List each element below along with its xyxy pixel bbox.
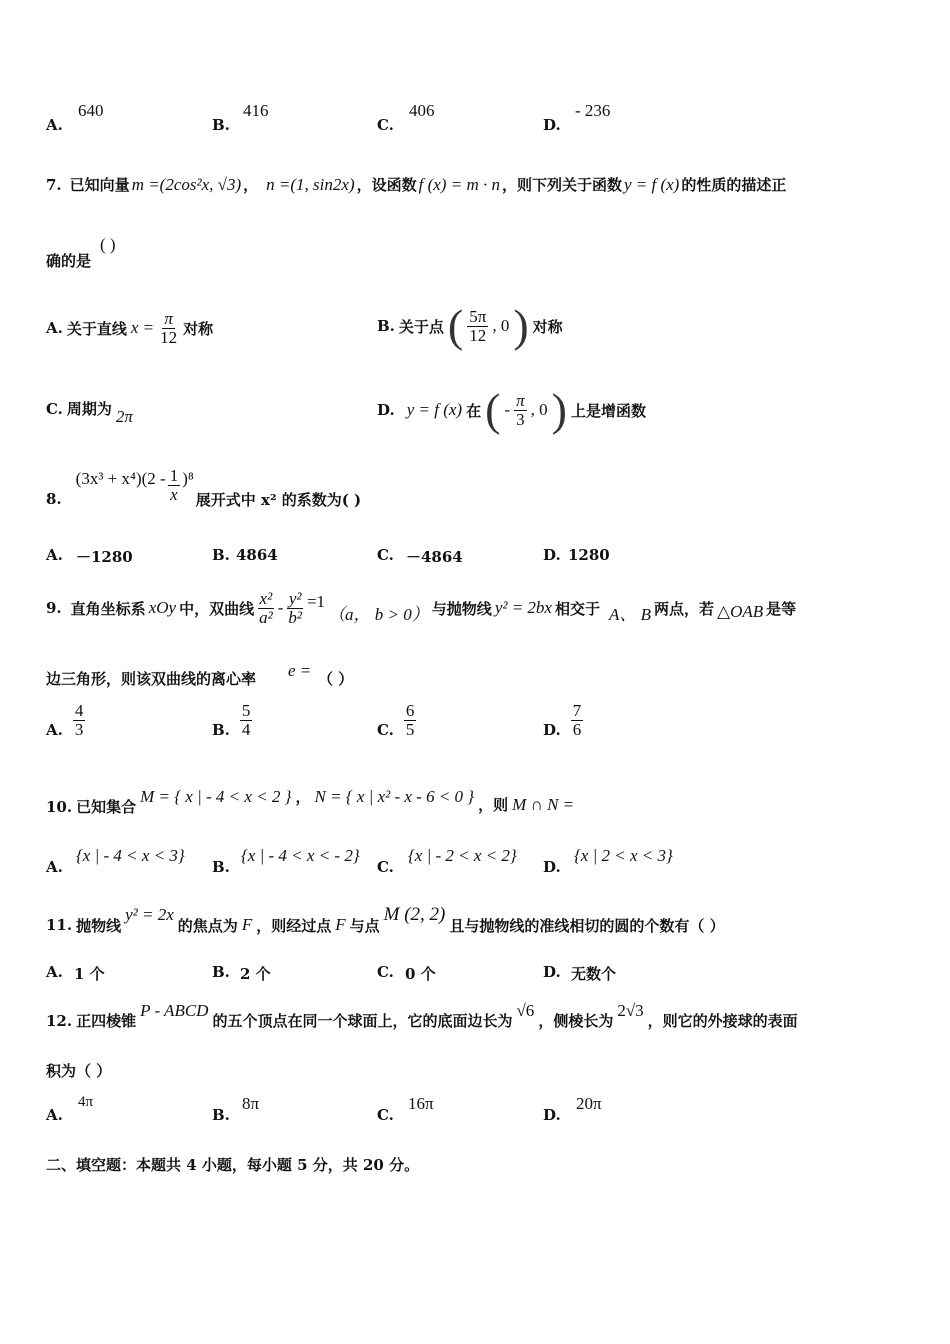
q9-points: A、 B (609, 604, 652, 624)
q6-option-c-value: 406 (409, 101, 435, 120)
q7-option-b-tail: 对称 (532, 317, 563, 336)
q9-option-d (543, 702, 583, 739)
q7-text-4: 的性质的描述正 (681, 176, 787, 194)
q7-text-2: ，设函数 (356, 176, 417, 194)
q11-option-d-label: D. (543, 963, 561, 981)
q7-number: 7. (46, 175, 62, 194)
q9-option-b-label: B. (212, 721, 230, 740)
q6-option-b-label: B. (212, 116, 230, 134)
q9-text-2: 中，双曲线 (179, 599, 255, 618)
q9-option-c-num: 6 (405, 701, 415, 720)
q7-option-d-rparen: ) (551, 384, 567, 435)
q10-option-c-value: {x | - 2 < x < 2} (408, 846, 517, 865)
q12-text-2: 的五个顶点在同一个球面上，它的底面边长为 (212, 1012, 513, 1030)
q9-frac-x (257, 590, 275, 627)
q8-option-d-value: 1280 (568, 546, 610, 564)
q7-y-def: y = f (x) (623, 174, 680, 194)
q8-option-a-value: －1280 (76, 548, 133, 566)
q7-option-d-num: π (516, 390, 525, 410)
q9-option-d-label: D. (543, 721, 561, 740)
q6-option-a-value: 640 (78, 101, 104, 120)
q7-option-b-rest: , 0 (492, 316, 510, 335)
q11-option-a-value: 1 个 (74, 965, 105, 983)
q8-expression: (3x³ + x⁴)(2 - (75, 469, 166, 488)
q7-option-c-text: 周期为 (66, 400, 112, 418)
q9-eccentricity: e = (288, 661, 312, 680)
q7-option-a-num: π (164, 308, 173, 328)
q11-point-m: M (2, 2) (383, 904, 446, 925)
q10-sep: ， (295, 788, 311, 806)
q7-option-b-text: 关于点 (398, 317, 444, 336)
q11-stem (46, 904, 725, 935)
q7-sep: ， (243, 176, 259, 194)
q12-stem-line2: 积为（ ） (46, 1062, 112, 1080)
q6-option-d-value: - 236 (575, 101, 611, 120)
q9-option-d-den: 6 (572, 719, 582, 739)
q7-option-c-value: 2π (115, 407, 133, 426)
q10-number: 10. (46, 797, 73, 816)
q7-option-d-rest: , 0 (530, 400, 548, 419)
q7-vector-n: n =(1, sin2x) (266, 174, 355, 194)
q9-option-d-num: 7 (572, 701, 582, 720)
q9-option-c-label: C. (377, 721, 394, 740)
q9-system: xOy (148, 598, 177, 617)
q7-vector-m: m =(2cos²x, √3) (131, 174, 242, 194)
q8-option-b-value: 4864 (236, 546, 278, 564)
q10-text-2: ，则 (478, 796, 509, 814)
q12-pyramid: P - ABCD (140, 1000, 209, 1020)
q9-option-b (212, 702, 252, 739)
q7-answer-blank: ( ) (100, 235, 116, 254)
q6-option-c-label: C. (377, 116, 394, 134)
q11-number: 11. (46, 916, 73, 934)
q9-frac-x-num: x² (259, 588, 273, 608)
q7-option-b-den: 12 (469, 325, 487, 345)
q9-option-a-fraction (73, 702, 86, 739)
q10-option-a-value: {x | - 4 < x < 3} (76, 846, 185, 865)
q12-option-a-value: 4π (78, 1094, 94, 1110)
q7-option-d (377, 378, 646, 442)
q7-option-b (377, 294, 563, 358)
q9-option-a-label: A. (46, 721, 63, 740)
q8-fraction (168, 467, 181, 504)
q7-option-b-label: B. (377, 317, 395, 335)
q7-option-d-label: D. (377, 401, 395, 419)
q12-text-1: 正四棱锥 (76, 1012, 137, 1030)
q11-focus: F (241, 915, 253, 934)
q8-stem (46, 462, 361, 512)
q7-option-d-fraction (514, 392, 527, 429)
q7-option-d-in: 在 (466, 401, 482, 420)
q6-option-d-label: D. (543, 116, 561, 134)
q8-frac-num: 1 (169, 465, 179, 485)
q6-option-a-label: A. (46, 116, 63, 134)
q9-frac-x-den: a² (259, 607, 273, 627)
q9-parabola: y² = 2bx (494, 598, 552, 617)
q11-option-c-label: C. (377, 963, 394, 981)
q9-option-d-fraction (571, 702, 584, 739)
q8-option-c-value: －4864 (406, 548, 463, 566)
q12-option-d-value: 20π (576, 1094, 602, 1113)
q8-frac-den: x (170, 484, 178, 504)
q12-option-c-label: C. (377, 1106, 394, 1124)
q7-option-d-fn: y = f (x) (406, 400, 463, 419)
q8-option-d-label: D. (543, 546, 561, 564)
q8-number: 8. (46, 490, 62, 508)
q7-option-a-label: A. (46, 319, 63, 337)
q7-f-def: f (x) = m · n (418, 174, 500, 194)
q10-option-c-label: C. (377, 858, 394, 876)
q9-option-b-num: 5 (241, 701, 251, 720)
q12-option-d-label: D. (543, 1106, 561, 1124)
q7-option-a-text: 关于直线 (66, 319, 127, 338)
q12-number: 12. (46, 1011, 73, 1030)
q7-option-d-tail: 上是增函数 (570, 401, 646, 420)
q7-option-c (46, 398, 133, 426)
q12-text-4: ，则它的外接球的表面 (647, 1012, 798, 1030)
q9-frac-y-den: b² (288, 607, 302, 627)
q7-option-a-lhs: x = (130, 318, 155, 337)
q7-stem-line2: 确的是 (46, 252, 92, 270)
q11-text-5: 且与抛物线的准线相切的圆的个数有（ ） (449, 916, 725, 935)
q10-text-1: 已知集合 (76, 798, 137, 816)
q10-set-m: M = { x | - 4 < x < 2 } (140, 786, 292, 806)
q11-text-1: 抛物线 (76, 916, 122, 935)
q9-frac-y-num: y² (288, 588, 302, 608)
q9-stem-line1 (46, 582, 796, 634)
q9-text-6: 是等 (766, 599, 797, 618)
q9-option-a-den: 3 (74, 719, 84, 739)
q9-option-b-den: 4 (241, 719, 251, 739)
q10-option-a-label: A. (46, 858, 63, 876)
q9-option-c-den: 5 (405, 719, 415, 739)
q10-option-b-value: {x | - 4 < x < - 2} (241, 846, 360, 865)
q9-number: 9. (46, 599, 62, 617)
q9-condition: （a， b > 0） (328, 604, 429, 624)
q7-option-b-fraction (467, 308, 488, 345)
q10-option-d-label: D. (543, 858, 561, 876)
q9-option-a (46, 702, 85, 739)
q7-option-b-lparen: ( (447, 300, 464, 351)
q7-text-3: ，则下列关于函数 (501, 176, 622, 194)
q7-option-d-den: 3 (516, 409, 525, 429)
q10-stem (46, 786, 575, 816)
q12-option-b-label: B. (212, 1106, 230, 1124)
q10-option-d-value: {x | 2 < x < 3} (574, 846, 673, 865)
q12-option-a-label: A. (46, 1106, 63, 1124)
q8-option-b-label: B. (212, 546, 230, 564)
q12-side: √6 (516, 1000, 535, 1020)
q7-stem-line1 (46, 174, 786, 195)
q9-text-5: 两点，若 (654, 599, 715, 618)
q8-option-c-label: C. (377, 546, 394, 564)
q9-text-3: 与抛物线 (431, 599, 492, 618)
q7-option-a-fraction (158, 310, 179, 347)
q12-stem-line1 (46, 1000, 798, 1030)
q11-option-b-label: B. (212, 963, 230, 981)
q7-option-b-num: 5π (469, 306, 487, 326)
q11-option-d-value: 无数个 (571, 965, 617, 983)
q9-option-a-num: 4 (74, 701, 84, 720)
q7-text-1: 已知向量 (69, 176, 130, 194)
q11-text-2: 的焦点为 (177, 916, 238, 935)
q8-text: 展开式中 x² 的系数为( ) (195, 490, 362, 509)
q7-option-c-label: C. (46, 400, 63, 418)
q11-parabola: y² = 2x (125, 905, 174, 924)
q11-option-c-value: 0 个 (405, 965, 436, 983)
q12-option-c-value: 16π (408, 1094, 434, 1113)
q7-option-d-sign: - (504, 400, 511, 419)
q10-option-b-label: B. (212, 858, 230, 876)
q9-equals-one: =1 (306, 592, 326, 611)
q9-option-c-fraction (404, 702, 417, 739)
q9-text-1: 直角坐标系 (70, 599, 146, 618)
q11-focus-2: F (335, 915, 346, 934)
q10-ask: M ∩ N = (512, 794, 575, 814)
q9-stem-line2: 边三角形，则该双曲线的离心率 (46, 670, 257, 688)
q9-answer-blank: （ ） (318, 670, 354, 688)
q11-text-3: ，则经过点 (256, 916, 332, 935)
q11-option-b-value: 2 个 (240, 965, 271, 983)
q7-option-a-den: 12 (160, 327, 178, 347)
q8-exponent: )⁸ (182, 469, 194, 488)
q12-text-3: ，侧棱长为 (538, 1012, 614, 1030)
q10-set-n: N = { x | x² - x - 6 < 0 } (314, 786, 475, 806)
q7-option-d-lparen: ( (485, 384, 501, 435)
q7-option-a-tail: 对称 (183, 319, 214, 338)
q9-frac-y (286, 590, 304, 627)
q9-text-4: 相交于 (554, 599, 600, 618)
q12-option-b-value: 8π (242, 1094, 260, 1113)
section-2-heading: 二、填空题：本题共 4 小题，每小题 5 分，共 20 分。 (46, 1156, 420, 1174)
q11-option-a-label: A. (46, 963, 63, 981)
q8-option-a-label: A. (46, 546, 63, 564)
q9-minus: - (277, 598, 284, 617)
q9-option-c (377, 702, 416, 739)
q7-option-b-rparen: ) (513, 300, 529, 351)
q12-edge: 2√3 (617, 1000, 644, 1020)
q9-triangle: △OAB (717, 602, 764, 621)
q6-option-b-value: 416 (243, 101, 269, 120)
q7-option-a (46, 300, 213, 356)
q9-option-b-fraction (240, 702, 253, 739)
q11-text-4: 与点 (349, 916, 380, 935)
